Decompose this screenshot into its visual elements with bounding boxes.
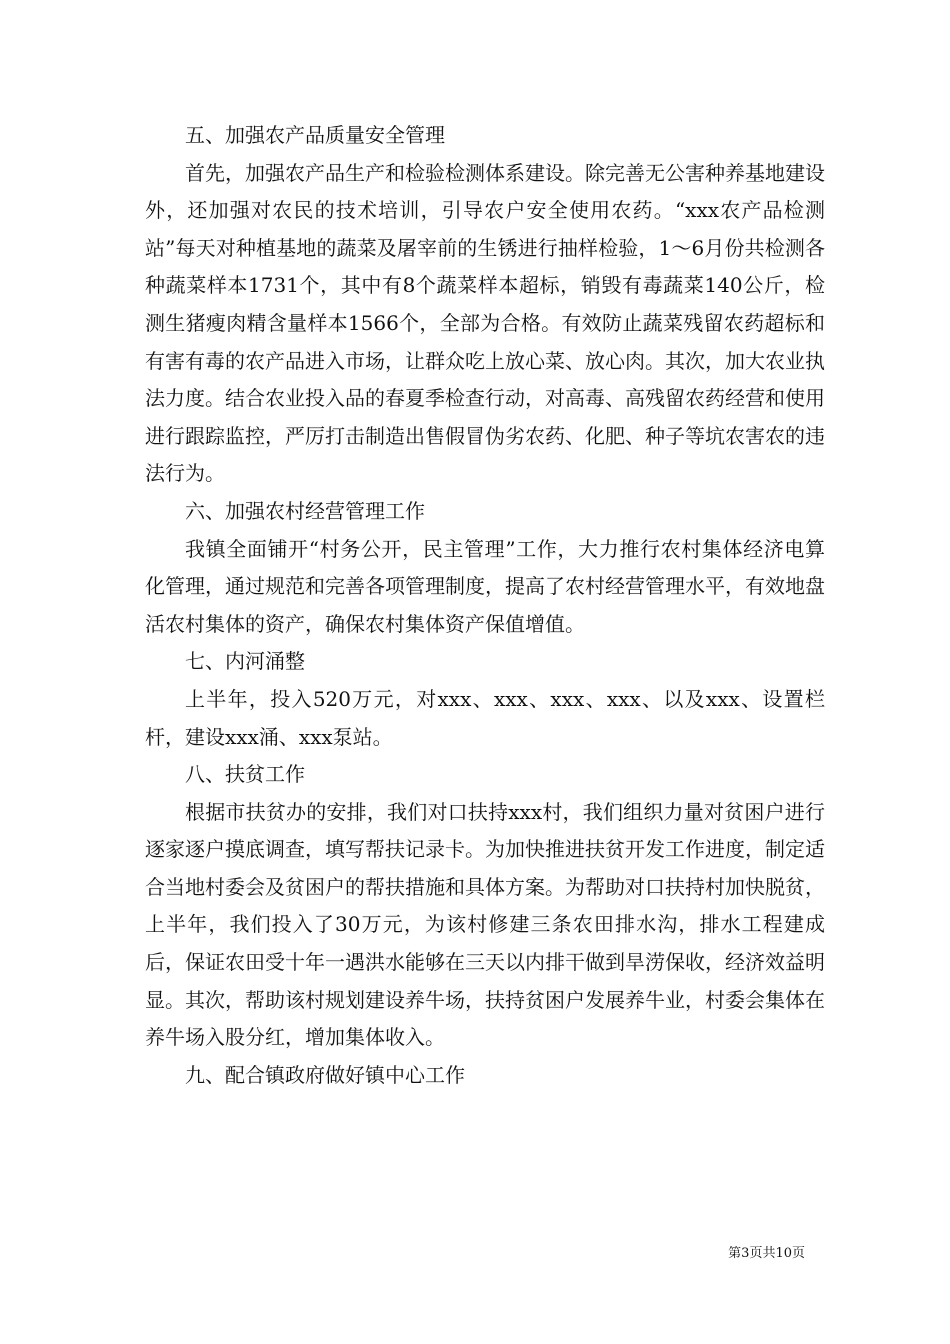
body-paragraph: 上半年，投入520万元，对xxx、xxx、xxx、xxx、以及xxx、设置栏杆，建设xxx涌、xxx泵站。 <box>145 686 825 749</box>
section-heading: 九、配合镇政府做好镇中心工作 <box>185 1062 465 1087</box>
document-body <box>145 117 825 1094</box>
body-paragraph: 根据市扶贫办的安排，我们对口扶持xxx村，我们组织力量对贫困户进行逐家逐户摸底调查，填写帮扶记录卡。为加快推进扶贫开发工作进度，制定适合当地村委会及贫困户的帮扶措施和具体方案。为帮助对口扶持村加快脱贫，上半年，我们投入了30万元，为该村修建三条农田排水沟，排水工程建成后，保证农田受十年一遇洪水能够在三天以内排干做到旱涝保收，经济效益明显。其次，帮助该村规划建设养牛场，扶持贫困户发展养牛业，村委会集体在养牛场入股分红，增加集体收入。 <box>145 799 825 1050</box>
body-paragraph: 我镇全面铺开“村务公开，民主管理”工作，大力推行农村集体经济电算化管理，通过规范和完善各项管理制度，提高了农村经营管理水平，有效地盘活农村集体的资产，确保农村集体资产保值增值。 <box>145 536 825 636</box>
page-number: 第3页共10页 <box>728 1246 805 1261</box>
body-paragraph: 首先，加强农产品生产和检验检测体系建设。除完善无公害种养基地建设外，还加强对农民的技术培训，引导农户安全使用农药。“xxx农产品检测站”每天对种植基地的蔬菜及屠宰前的生锈进行抽样检验，1～6月份共检测各种蔬菜样本1731个，其中有8个蔬菜样本超标，销毁有毒蔬菜140公斤，检测生猪瘦肉精含量样本1566个，全部为合格。有效防止蔬菜残留农药超标和有害有毒的农产品进入市场，让群众吃上放心菜、放心肉。其次，加大农业执法力度。结合农业投入品的春夏季检查行动，对高毒、高残留农药经营和使用进行跟踪监控，严厉打击制造出售假冒伪劣农药、化肥、种子等坑农害农的违法行为。 <box>145 160 825 486</box>
section-heading: 八、扶贫工作 <box>185 762 305 787</box>
section-heading: 六、加强农村经营管理工作 <box>185 498 425 523</box>
section-heading: 七、内河涌整 <box>185 649 305 674</box>
section-heading: 五、加强农产品质量安全管理 <box>185 123 445 147</box>
